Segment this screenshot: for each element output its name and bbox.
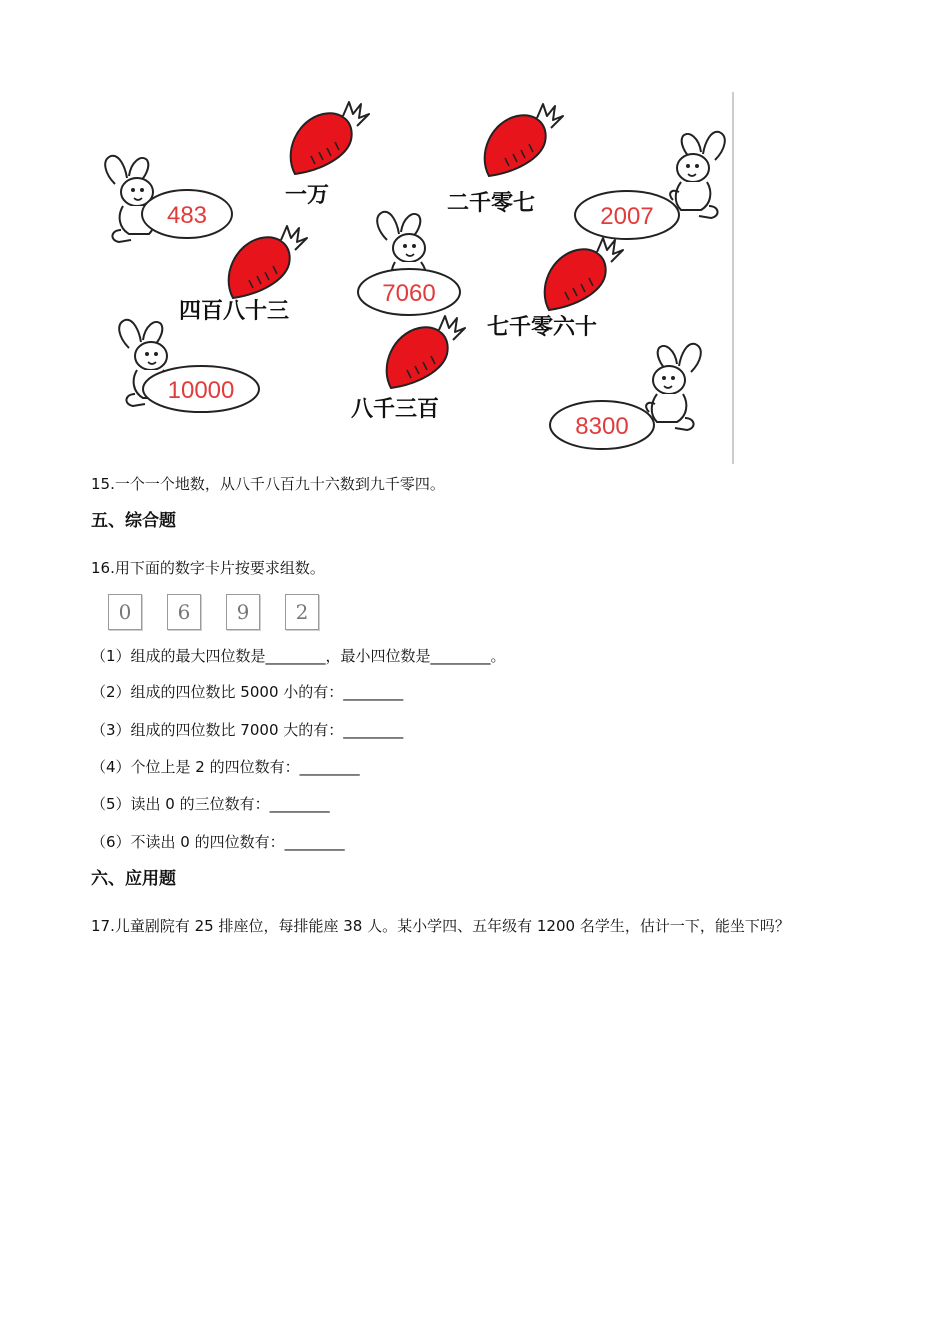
question-17: 17.儿童剧院有 25 排座位，每排能座 38 人。某小学四、五年级有 1200 名学生，估计一下，能坐下吗？ [91, 917, 790, 935]
carrot-icon [545, 238, 623, 310]
carrot-icon [229, 226, 307, 298]
rabbit-number: 10000 [167, 377, 235, 404]
question-16-item: （4）个位上是 2 的四位数有：________ [91, 758, 360, 776]
carrot-icon [387, 316, 465, 388]
carrot-word: 二千零七 [447, 191, 536, 216]
rabbit-icon [670, 132, 725, 218]
number-card: 9 [226, 594, 260, 630]
carrot-word: 七千零六十 [487, 315, 598, 340]
rabbit-number: 8300 [575, 413, 629, 440]
number-card: 2 [285, 594, 319, 630]
number-card: 6 [167, 594, 201, 630]
carrot-icon [485, 104, 563, 176]
question-16-item: （1）组成的最大四位数是________，最小四位数是________。 [91, 647, 506, 665]
number-cards [108, 594, 323, 632]
rabbits-carrots-figure [95, 92, 740, 464]
rabbit-number: 2007 [600, 203, 654, 230]
question-16-item: （5）读出 0 的三位数有：________ [91, 795, 330, 813]
question-15: 15.一个一个地数，从八千八百九十六数到九千零四。 [91, 475, 445, 493]
carrot-word: 一万 [285, 183, 330, 208]
question-16-item: （6）不读出 0 的四位数有：________ [91, 833, 345, 851]
rabbit-icon [646, 344, 701, 430]
question-16-item: （3）组成的四位数比 7000 大的有：________ [91, 721, 404, 739]
rabbit-number: 7060 [382, 280, 436, 307]
number-card: 0 [108, 594, 142, 630]
section-heading: 六、应用题 [91, 869, 176, 889]
section-heading: 五、综合题 [91, 511, 176, 531]
carrot-word: 八千三百 [351, 397, 440, 422]
carrot-word: 四百八十三 [179, 299, 290, 324]
rabbit-number: 483 [166, 202, 208, 229]
carrot-icon [291, 102, 369, 174]
question-16-stem: 16.用下面的数字卡片按要求组数。 [91, 559, 325, 577]
question-16-item: （2）组成的四位数比 5000 小的有：________ [91, 683, 404, 701]
